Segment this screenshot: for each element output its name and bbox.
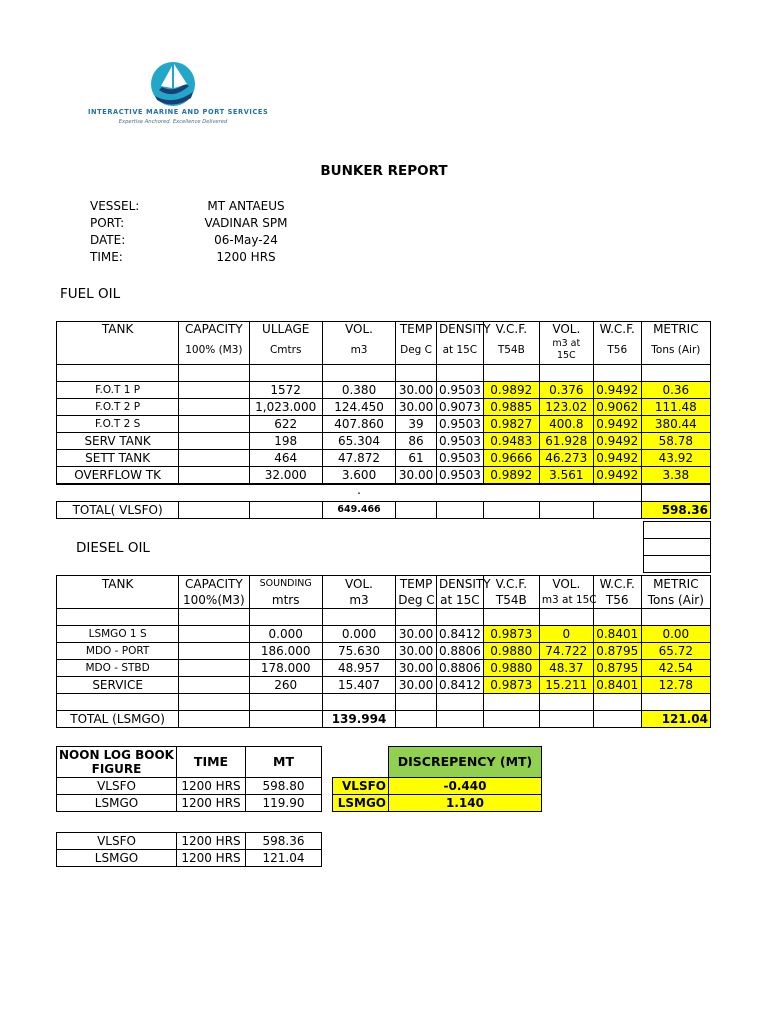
tank-name: SERV TANK — [57, 433, 179, 450]
vol15-cell: 3.561 — [539, 467, 593, 485]
spacer-row — [57, 484, 711, 502]
vol15-cell: 123.02 — [539, 399, 593, 416]
summary-time: 1200 HRS — [177, 850, 246, 867]
table-row — [57, 677, 711, 694]
vcf-cell: 0.9873 — [483, 677, 539, 694]
temp-cell: 30.00 — [396, 382, 437, 399]
noon-fuel: VLSFO — [57, 778, 177, 795]
summary-time: 1200 HRS — [177, 833, 246, 850]
density-cell: 0.8412 — [436, 626, 483, 643]
vcf-cell: 0.9880 — [483, 643, 539, 660]
table-row — [57, 626, 711, 643]
total-label: TOTAL (LSMGO) — [57, 711, 179, 728]
table-row — [57, 795, 322, 812]
density-cell: 0.8412 — [436, 677, 483, 694]
wcf-cell: 0.9062 — [593, 399, 641, 416]
company-logo — [88, 58, 269, 130]
table-row — [57, 778, 322, 795]
time-label: TIME: — [90, 250, 123, 264]
vcf-cell: 0.9827 — [483, 416, 539, 433]
spacer-row — [57, 365, 711, 382]
discrepancy-header-row — [333, 747, 542, 778]
vcf-cell: 0.9892 — [483, 382, 539, 399]
density-cell: 0.9503 — [436, 433, 483, 450]
table-row — [57, 433, 711, 450]
total-vol: 649.466 — [322, 502, 395, 519]
table-row — [57, 450, 711, 467]
vcf-cell: 0.9483 — [483, 433, 539, 450]
vol15-cell: 0 — [539, 626, 593, 643]
temp-cell: 61 — [396, 450, 437, 467]
vol15-cell: 15.211 — [539, 677, 593, 694]
discrepancy-table — [332, 746, 542, 812]
temp-cell: 39 — [396, 416, 437, 433]
subheader-cell: Cmtrs — [249, 336, 322, 365]
noon-fuel: LSMGO — [57, 795, 177, 812]
blank-cells — [643, 521, 711, 573]
temp-cell: 30.00 — [396, 626, 437, 643]
time-value: 1200 HRS — [216, 250, 276, 264]
logo-company-name: INTERACTIVE MARINE AND PORT SERVICES — [88, 108, 269, 116]
discrepancy-label: VLSFO — [333, 778, 389, 795]
capacity-cell — [179, 467, 249, 485]
temp-cell: 30.00 — [396, 660, 437, 677]
metric-cell: 42.54 — [641, 660, 710, 677]
subheader-cell: m3 at 15C — [539, 592, 593, 609]
tank-name: MDO - STBD — [57, 660, 179, 677]
summary-fuel: VLSFO — [57, 833, 177, 850]
port-value: VADINAR SPM — [204, 216, 288, 230]
density-cell: 0.9503 — [436, 467, 483, 485]
header-cell: METRIC — [641, 322, 710, 337]
capacity-cell — [179, 433, 249, 450]
capacity-cell — [179, 450, 249, 467]
noon-header-row — [57, 747, 322, 778]
table-row — [57, 467, 711, 485]
table-row — [333, 795, 542, 812]
empty-cell — [641, 484, 710, 502]
tank-name: F.O.T 2 P — [57, 399, 179, 416]
density-cell: 0.9503 — [436, 382, 483, 399]
wcf-cell: 0.8795 — [593, 660, 641, 677]
noon-time: 1200 HRS — [177, 795, 246, 812]
table-row — [57, 416, 711, 433]
metric-cell: 0.36 — [641, 382, 710, 399]
vol-cell: 48.957 — [322, 660, 395, 677]
subheader-cell: Deg C — [396, 592, 437, 609]
temp-cell: 30.00 — [396, 677, 437, 694]
temp-cell: 30.00 — [396, 399, 437, 416]
metric-cell: 65.72 — [641, 643, 710, 660]
vcf-cell: 0.9880 — [483, 660, 539, 677]
sounding-cell: 260 — [249, 677, 322, 694]
vol15-cell: 400.8 — [539, 416, 593, 433]
vessel-value: MT ANTAEUS — [207, 199, 285, 213]
summary-fuel: LSMGO — [57, 850, 177, 867]
tank-name: OVERFLOW TK — [57, 467, 179, 485]
vol-cell: 0.380 — [322, 382, 395, 399]
vcf-cell: 0.9885 — [483, 399, 539, 416]
tank-name: MDO - PORT — [57, 643, 179, 660]
dot-mark: . — [357, 483, 361, 497]
total-row — [57, 502, 711, 519]
discrepancy-header: DISCREPENCY (MT) — [389, 747, 542, 778]
vol-cell: 65.304 — [322, 433, 395, 450]
date-value: 06-May-24 — [214, 233, 278, 247]
vcf-cell: 0.9873 — [483, 626, 539, 643]
metric-cell: 3.38 — [641, 467, 710, 485]
capacity-cell — [179, 382, 249, 399]
ullage-cell: 198 — [249, 433, 322, 450]
diesel-header-row — [57, 576, 711, 593]
tank-name: F.O.T 2 S — [57, 416, 179, 433]
wcf-cell: 0.9492 — [593, 382, 641, 399]
subheader-cell — [57, 592, 179, 609]
vol-cell: 3.600 — [322, 467, 395, 485]
table-row — [57, 833, 322, 850]
temp-cell: 86 — [396, 433, 437, 450]
capacity-cell — [179, 643, 249, 660]
header-cell: CAPACITY — [179, 322, 249, 337]
discrepancy-label: LSMGO — [333, 795, 389, 812]
capacity-cell — [179, 626, 249, 643]
temp-cell: 30.00 — [396, 467, 437, 485]
metric-cell: 12.78 — [641, 677, 710, 694]
wcf-cell: 0.9492 — [593, 467, 641, 485]
metric-cell: 58.78 — [641, 433, 710, 450]
header-cell: VOL. — [539, 322, 593, 337]
ullage-cell: 622 — [249, 416, 322, 433]
metric-cell: 111.48 — [641, 399, 710, 416]
tank-name: SERVICE — [57, 677, 179, 694]
header-cell: V.C.F. — [483, 322, 539, 337]
vcf-cell: 0.9892 — [483, 467, 539, 485]
vessel-label: VESSEL: — [90, 199, 140, 213]
subheader-cell: 100% (M3) — [179, 336, 249, 365]
table-row — [333, 778, 542, 795]
header-cell: VOL. — [539, 576, 593, 593]
table-row — [57, 660, 711, 677]
subheader-cell: m3 — [322, 336, 395, 365]
noon-time: 1200 HRS — [177, 778, 246, 795]
header-cell: TEMP — [396, 576, 437, 593]
subheader-cell: m3 — [322, 592, 395, 609]
total-vol: 139.994 — [322, 711, 395, 728]
capacity-cell — [179, 399, 249, 416]
subheader-cell: mtrs — [249, 592, 322, 609]
tank-name: SETT TANK — [57, 450, 179, 467]
subheader-cell: T56 — [593, 336, 641, 365]
subheader-cell: 100%(M3) — [179, 592, 249, 609]
header-cell: VOL. — [322, 322, 395, 337]
wcf-cell: 0.8401 — [593, 626, 641, 643]
header-cell: ULLAGE — [249, 322, 322, 337]
density-cell: 0.8806 — [436, 660, 483, 677]
fuel-subheader-row — [57, 336, 711, 365]
subheader-cell: T54B — [483, 336, 539, 365]
density-cell: 0.9503 — [436, 416, 483, 433]
spacer-row — [57, 609, 711, 626]
wcf-cell: 0.9492 — [593, 450, 641, 467]
subheader-cell — [57, 336, 179, 365]
table-row — [57, 382, 711, 399]
vol-cell: 124.450 — [322, 399, 395, 416]
subheader-cell: Tons (Air) — [641, 336, 710, 365]
vol-cell: 75.630 — [322, 643, 395, 660]
tank-name: F.O.T 1 P — [57, 382, 179, 399]
subheader-cell: Tons (Air) — [641, 592, 710, 609]
vol15-cell: 0.376 — [539, 382, 593, 399]
subheader-cell: T56 — [593, 592, 641, 609]
metric-cell: 380.44 — [641, 416, 710, 433]
header-cell: TANK — [57, 322, 179, 337]
vol15-cell: 61.928 — [539, 433, 593, 450]
noon-header-figure: NOON LOG BOOK FIGURE — [57, 747, 177, 778]
total-row — [57, 711, 711, 728]
vol-cell: 47.872 — [322, 450, 395, 467]
header-cell: DENSITY — [436, 576, 483, 593]
discrepancy-value: 1.140 — [389, 795, 542, 812]
capacity-cell — [179, 660, 249, 677]
ullage-cell: 464 — [249, 450, 322, 467]
sounding-cell: 186.000 — [249, 643, 322, 660]
header-cell: V.C.F. — [483, 576, 539, 593]
noon-header-time: TIME — [177, 747, 246, 778]
capacity-cell — [179, 416, 249, 433]
header-cell: W.C.F. — [593, 322, 641, 337]
wcf-cell: 0.9492 — [593, 433, 641, 450]
fuel-oil-table — [56, 321, 711, 519]
port-label: PORT: — [90, 216, 125, 230]
table-row — [57, 643, 711, 660]
fuel-header-row — [57, 322, 711, 337]
noon-header-mt: MT — [246, 747, 322, 778]
ullage-cell: 1,023.000 — [249, 399, 322, 416]
vol-cell: 407.860 — [322, 416, 395, 433]
metric-cell: 0.00 — [641, 626, 710, 643]
summary-mt: 598.36 — [246, 833, 322, 850]
vol-cell: 0.000 — [322, 626, 395, 643]
logo-tagline: Expertise Anchored. Excellence Delivered — [118, 119, 228, 125]
header-cell: TANK — [57, 576, 179, 593]
header-cell: CAPACITY — [179, 576, 249, 593]
diesel-oil-table — [56, 575, 711, 728]
subheader-cell: at 15C — [436, 592, 483, 609]
capacity-cell — [179, 677, 249, 694]
summary-table — [56, 832, 322, 867]
diesel-oil-title: DIESEL OIL — [76, 540, 150, 556]
noon-log-table — [56, 746, 322, 812]
sounding-cell: 0.000 — [249, 626, 322, 643]
header-cell: TEMP — [396, 322, 437, 337]
header-cell: VOL. — [322, 576, 395, 593]
discrepancy-value: -0.440 — [389, 778, 542, 795]
wcf-cell: 0.8795 — [593, 643, 641, 660]
header-cell: METRIC — [641, 576, 710, 593]
ullage-cell: 32.000 — [249, 467, 322, 485]
vol15-cell: 48.37 — [539, 660, 593, 677]
noon-mt: 598.80 — [246, 778, 322, 795]
fuel-oil-title: FUEL OIL — [60, 286, 121, 302]
wcf-cell: 0.9492 — [593, 416, 641, 433]
summary-mt: 121.04 — [246, 850, 322, 867]
vol15-cell: 46.273 — [539, 450, 593, 467]
table-row — [57, 399, 711, 416]
density-cell: 0.8806 — [436, 643, 483, 660]
subheader-cell: at 15C — [436, 336, 483, 365]
diesel-subheader-row — [57, 592, 711, 609]
wcf-cell: 0.8401 — [593, 677, 641, 694]
sounding-cell: 178.000 — [249, 660, 322, 677]
report-title: BUNKER REPORT — [320, 163, 448, 179]
subheader-cell: T54B — [483, 592, 539, 609]
total-metric: 121.04 — [641, 711, 710, 728]
total-metric: 598.36 — [641, 502, 710, 519]
tank-name: LSMGO 1 S — [57, 626, 179, 643]
total-label: TOTAL( VLSFO) — [57, 502, 179, 519]
vol-cell: 15.407 — [322, 677, 395, 694]
noon-mt: 119.90 — [246, 795, 322, 812]
temp-cell: 30.00 — [396, 643, 437, 660]
date-label: DATE: — [90, 233, 126, 247]
ullage-cell: 1572 — [249, 382, 322, 399]
vcf-cell: 0.9666 — [483, 450, 539, 467]
metric-cell: 43.92 — [641, 450, 710, 467]
subheader-cell: m3 at 15C — [539, 336, 593, 365]
table-row — [57, 850, 322, 867]
density-cell: 0.9073 — [436, 399, 483, 416]
ship-logo-icon — [145, 60, 201, 108]
subheader-cell: Deg C — [396, 336, 437, 365]
vol15-cell: 74.722 — [539, 643, 593, 660]
spacer-row — [57, 694, 711, 711]
density-cell: 0.9503 — [436, 450, 483, 467]
header-cell: SOUNDING — [249, 576, 322, 593]
header-cell: DENSITY — [436, 322, 483, 337]
header-cell: W.C.F. — [593, 576, 641, 593]
